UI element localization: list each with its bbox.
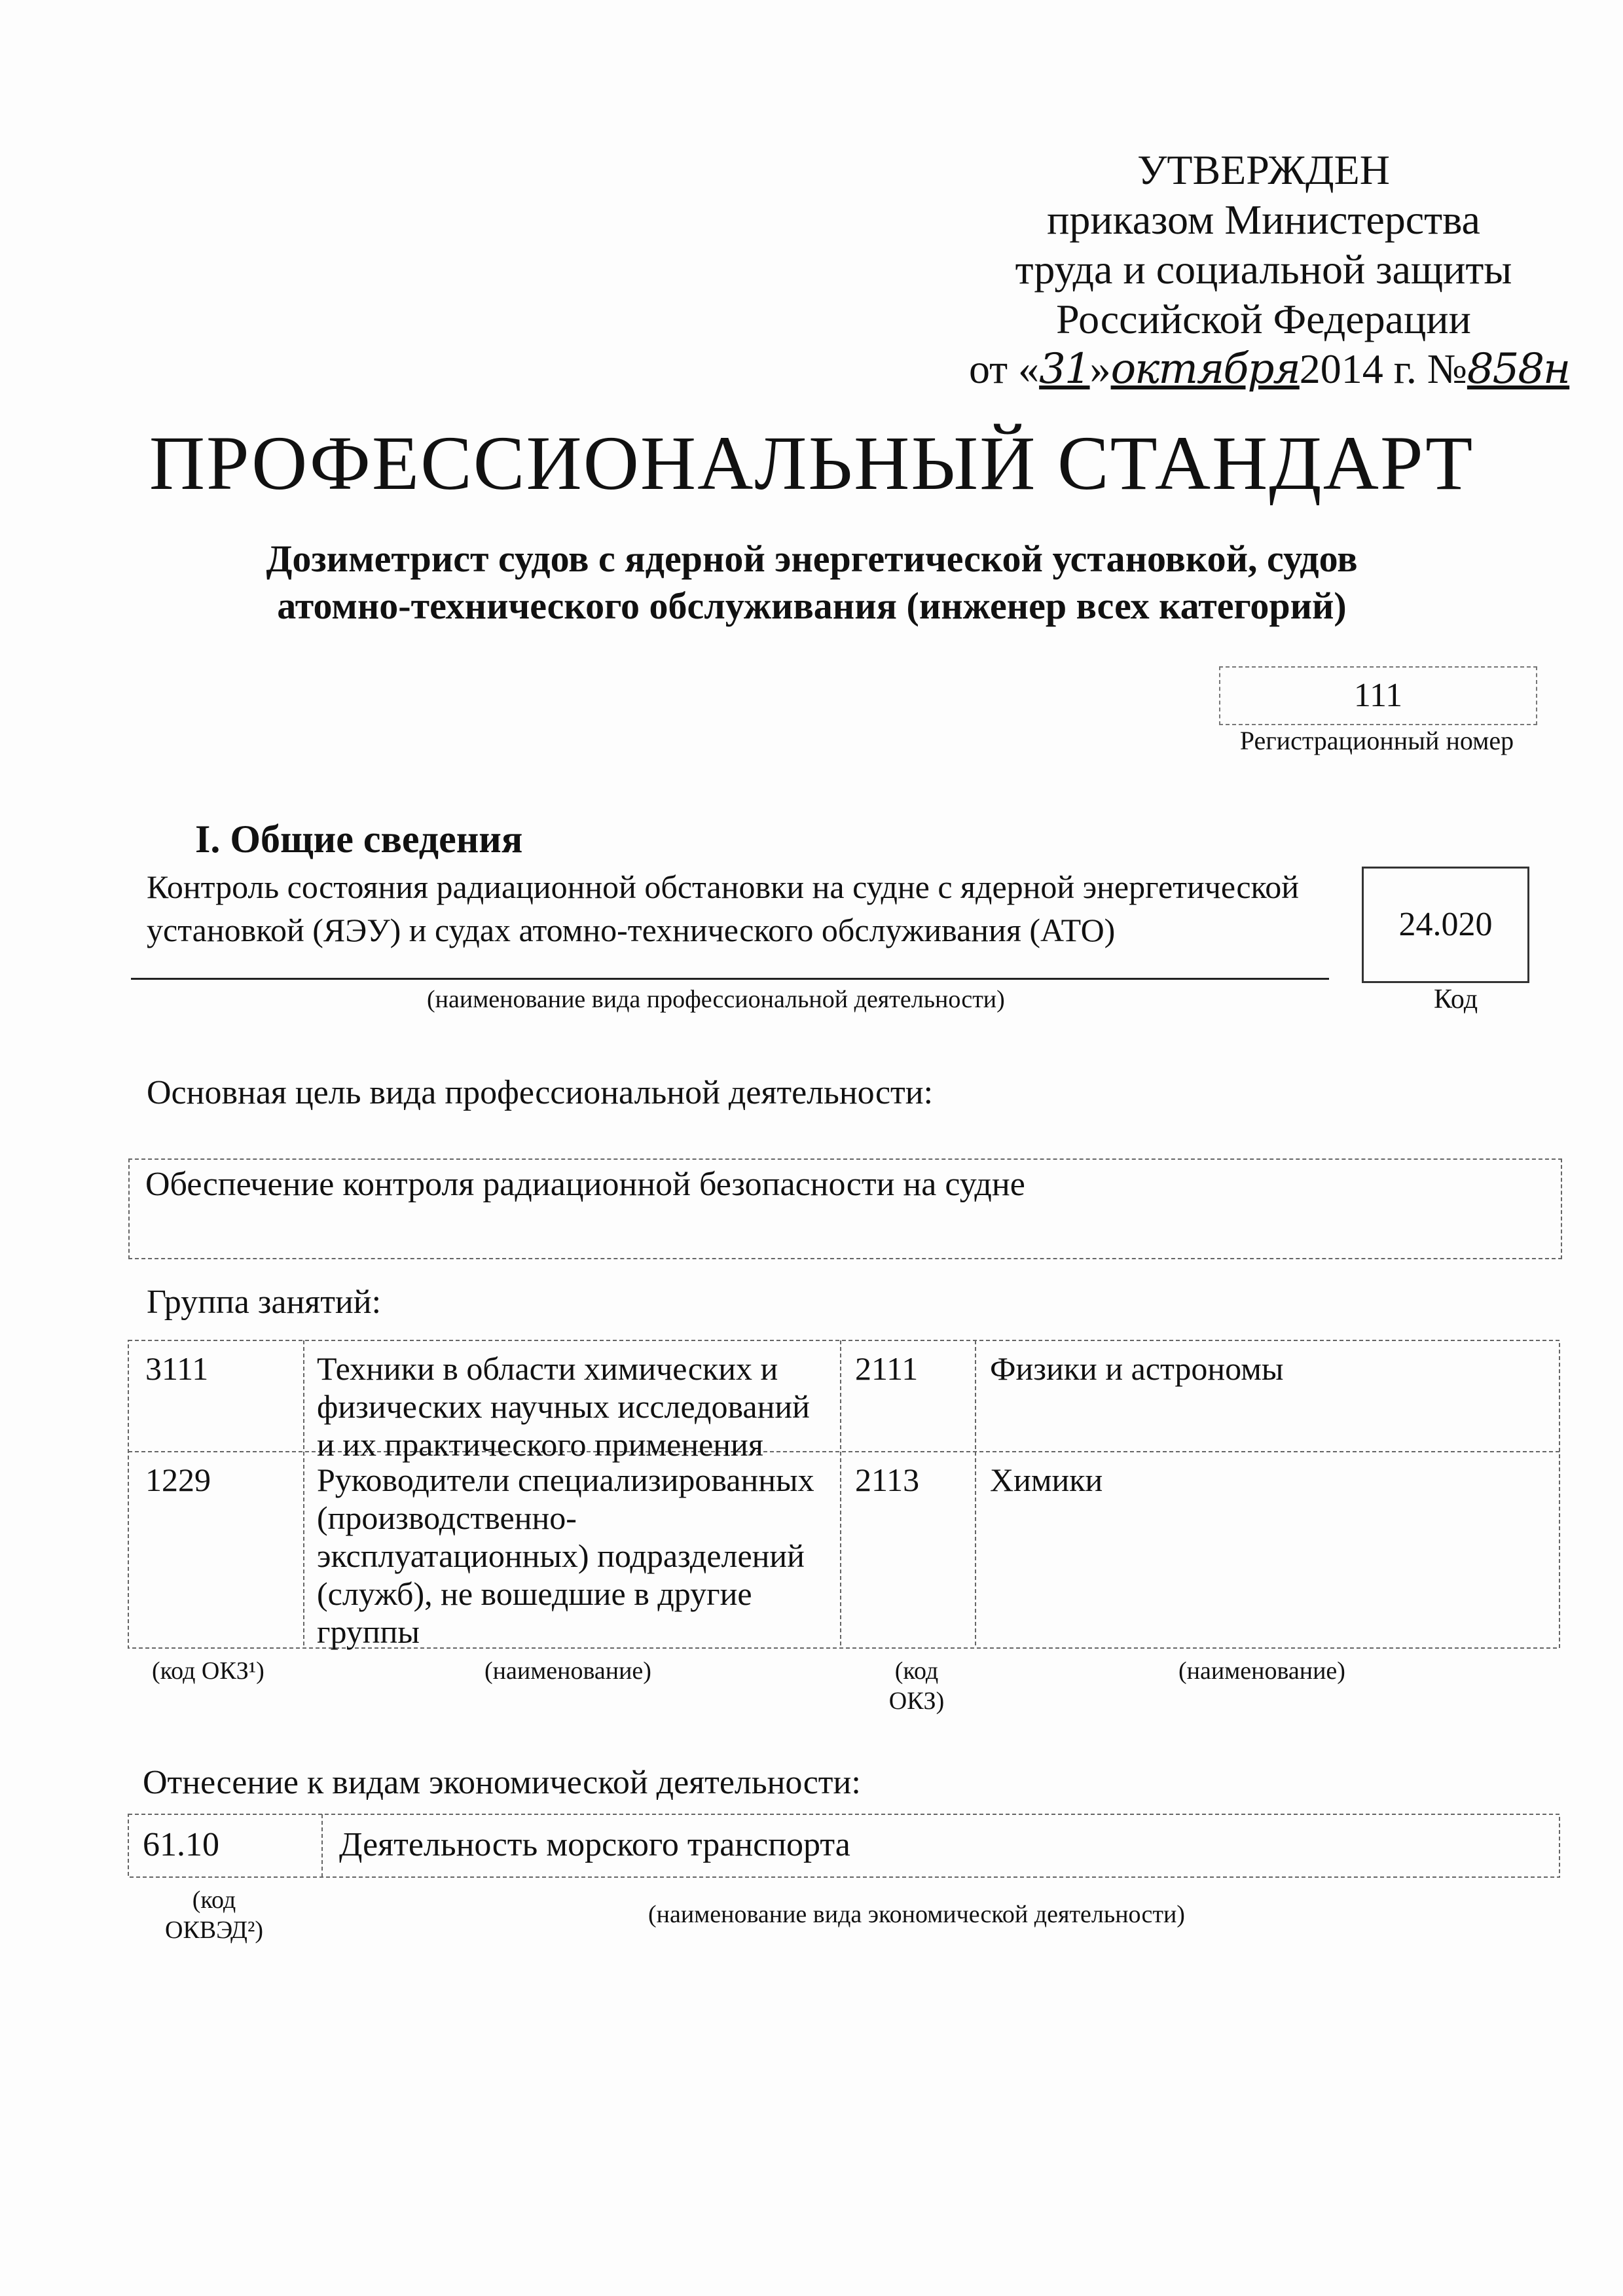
group-name2-row2: Химики	[990, 1462, 1103, 1498]
date-year: 2014 г. №	[1299, 346, 1467, 392]
group-code1-row2: 1229	[145, 1462, 211, 1498]
date-prefix: от «	[969, 346, 1040, 392]
order-number: 858н	[1467, 345, 1570, 393]
okved-code: 61.10	[143, 1826, 219, 1863]
code-caption: Код	[1434, 984, 1478, 1014]
caption-okved-code: (код ОКВЭД²)	[165, 1886, 263, 1944]
registration-number-box: 111	[1219, 666, 1537, 725]
goal-text: Обеспечение контроля радиационной безопасности на судне	[145, 1166, 1025, 1203]
group-code2-row1: 2111	[855, 1350, 919, 1387]
registration-label: Регистрационный номер	[1239, 726, 1514, 755]
caption-okz-code2: (код ОКЗ)	[888, 1657, 945, 1715]
section-heading: I. Общие сведения	[195, 817, 523, 861]
activity-code-box: 24.020	[1362, 867, 1529, 983]
activity-caption: (наименование вида профессиональной деятельности)	[427, 986, 1005, 1013]
date-month: октября	[1110, 345, 1300, 393]
group-name1-row2: Руководители специализированных (производственно-эксплуатационных) подразделений (служб), не вошедшие в другие группы	[317, 1462, 814, 1650]
activity-name: Контроль состояния радиационной обстановки на судне с ядерной энергетической установкой (ЯЭУ) и судах атомно-технического обслуживания (АТО)	[147, 869, 1300, 948]
document-title: ПРОФЕССИОНАЛЬНЫЙ СТАНДАРТ	[149, 420, 1474, 506]
group-code2-row2: 2113	[855, 1462, 920, 1498]
group-code1-row1: 3111	[145, 1350, 209, 1387]
approval-line-federation: Российской Федерации	[1056, 296, 1471, 342]
approval-line-ministry: приказом Министерства	[1047, 196, 1480, 243]
group-name2-row1: Физики и астрономы	[990, 1350, 1284, 1387]
caption-econ-name: (наименование вида экономической деятельности)	[648, 1901, 1185, 1928]
document-subtitle: Дозиметрист судов с ядерной энергетической установкой, судов атомно-технического обслуживания (инженер всех категорий)	[266, 537, 1358, 627]
date-day: 31	[1039, 345, 1090, 393]
occupation-group-label: Группа занятий:	[147, 1283, 382, 1321]
approval-heading: УТВЕРЖДЕН	[1137, 147, 1390, 193]
economic-activity-label: Отнесение к видам экономической деятельности:	[143, 1764, 861, 1801]
approval-line-labour: труда и социальной защиты	[1015, 246, 1512, 293]
caption-okz-code: (код ОКЗ¹)	[152, 1657, 264, 1685]
date-mid: »	[1089, 346, 1111, 392]
caption-name1: (наименование)	[484, 1657, 651, 1685]
caption-name2: (наименование)	[1178, 1657, 1345, 1685]
okved-name: Деятельность морского транспорта	[339, 1826, 850, 1863]
goal-label: Основная цель вида профессиональной деятельности:	[147, 1074, 934, 1111]
group-name1-row1: Техники в области химических и физических научных исследований и их практического применения	[317, 1350, 810, 1463]
